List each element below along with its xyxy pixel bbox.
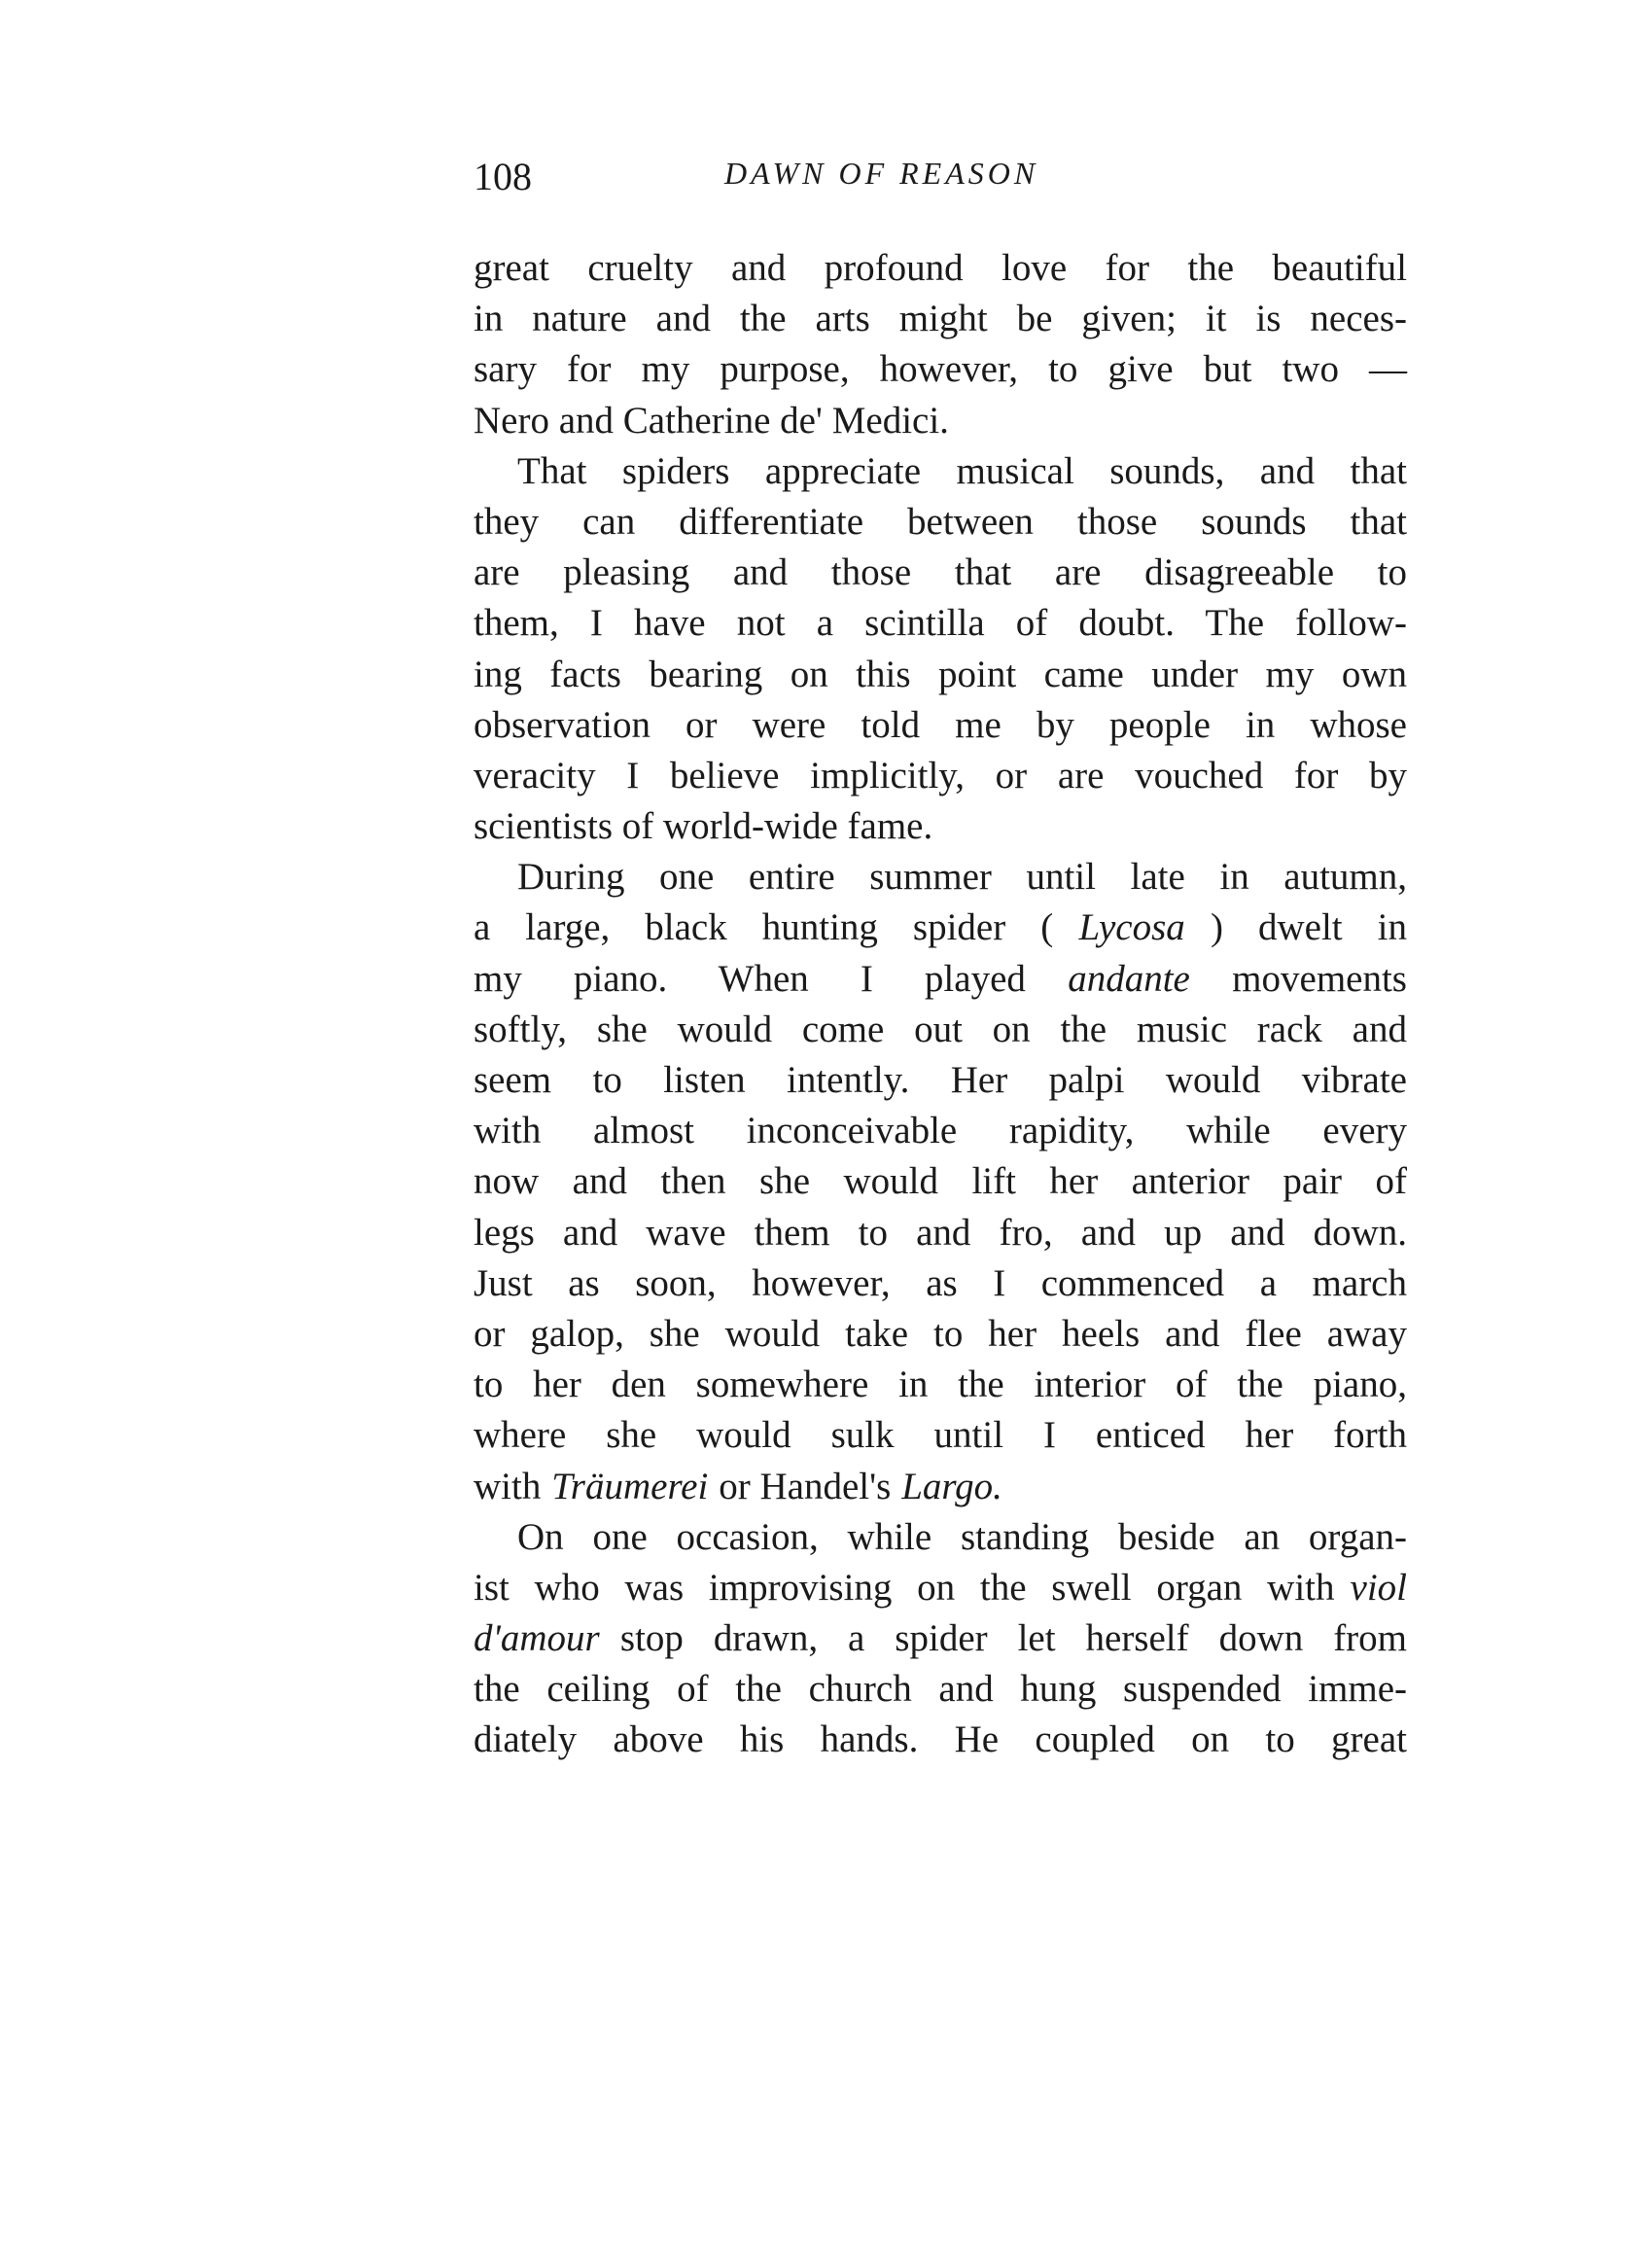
page-number: 108 [474, 155, 532, 198]
text-line [474, 497, 1407, 548]
text-line [474, 1462, 1407, 1512]
text-line [474, 294, 1407, 344]
text-line [474, 1055, 1407, 1106]
text-line [474, 243, 1407, 294]
text-segment: a large, black hunting spider ( [474, 906, 1054, 949]
running-header [474, 154, 1407, 202]
text-line [474, 801, 1407, 852]
text-line [474, 396, 1407, 446]
text-segment: great cruelty and profound love for the beautiful [474, 247, 1407, 289]
text-segment: observation or were told me by people in whose [474, 703, 1407, 746]
text-segment: During one entire summer until late in autumn, [517, 856, 1407, 899]
text-line [474, 598, 1407, 649]
text-line [474, 1258, 1407, 1309]
text-segment: ) dwelt in [1211, 906, 1407, 949]
italic-text: viol [1350, 1566, 1407, 1609]
italic-text: Largo. [901, 1465, 1002, 1507]
running-title: DAWN OF REASON [724, 156, 1039, 191]
text-segment: seem to listen intently. Her palpi would vibrate [474, 1059, 1407, 1101]
text-segment: with almost inconceivable rapidity, while every [474, 1110, 1407, 1152]
text-segment: they can differentiate between those sounds that [474, 500, 1407, 543]
text-line [474, 1106, 1407, 1156]
italic-text: andante [1068, 957, 1190, 1000]
text-segment: ist who was improvising on the swell organ with [474, 1566, 1335, 1609]
body-text [474, 243, 1407, 1766]
text-line [474, 700, 1407, 751]
text-segment: where she would sulk until I enticed her forth [474, 1414, 1407, 1457]
text-segment: the ceiling of the church and hung suspended imme- [474, 1668, 1407, 1711]
text-segment: On one occasion, while standing beside an organ- [517, 1515, 1407, 1558]
text-segment: Nero and Catherine de' Medici. [474, 399, 949, 442]
text-segment: stop drawn, a spider let herself down from [619, 1617, 1407, 1660]
text-segment: my piano. When I played [474, 957, 1026, 1000]
italic-text: d'amour [474, 1617, 600, 1660]
text-segment: sary for my purpose, however, to give but two — [474, 348, 1407, 391]
text-line [474, 344, 1407, 395]
text-segment: movements [1232, 957, 1407, 1000]
text-line [474, 1005, 1407, 1055]
italic-text: Lycosa [1078, 906, 1185, 949]
text-line [474, 1156, 1407, 1207]
text-line [474, 446, 1407, 497]
text-segment: scientists of world-wide fame. [474, 805, 933, 848]
text-segment: diately above his hands. He coupled on to great [474, 1718, 1407, 1761]
text-segment: Just as soon, however, as I commenced a march [474, 1261, 1407, 1304]
text-line [474, 1309, 1407, 1360]
text-line [474, 1613, 1407, 1664]
text-segment: in nature and the arts might be given; it is neces- [474, 298, 1407, 340]
text-line [474, 1715, 1407, 1765]
text-line [474, 650, 1407, 700]
text-line [474, 1664, 1407, 1715]
text-segment: with [474, 1465, 542, 1507]
text-line [474, 1410, 1407, 1461]
text-segment: That spiders appreciate musical sounds, and that [517, 449, 1407, 492]
text-line [474, 1512, 1407, 1563]
text-line [474, 903, 1407, 953]
text-segment: or Handel's [719, 1465, 892, 1507]
text-line [474, 852, 1407, 903]
text-segment: softly, she would come out on the music rack and [474, 1008, 1407, 1050]
text-line [474, 954, 1407, 1005]
text-line [474, 548, 1407, 598]
text-segment: to her den somewhere in the interior of the piano, [474, 1363, 1407, 1406]
text-line [474, 751, 1407, 801]
text-segment: now and then she would lift her anterior pair of [474, 1160, 1407, 1203]
text-segment: are pleasing and those that are disagreeable to [474, 551, 1407, 594]
text-line [474, 1563, 1407, 1613]
text-line [474, 1208, 1407, 1258]
text-segment: or galop, she would take to her heels and flee away [474, 1312, 1407, 1355]
text-segment: ing facts bearing on this point came under my own [474, 653, 1407, 695]
text-line [474, 1360, 1407, 1410]
text-segment: them, I have not a scintilla of doubt. The follow- [474, 602, 1407, 645]
text-segment: veracity I believe implicitly, or are vouched for by [474, 754, 1407, 797]
text-segment: legs and wave them to and fro, and up and down. [474, 1211, 1407, 1254]
italic-text: Träumerei [551, 1465, 709, 1507]
